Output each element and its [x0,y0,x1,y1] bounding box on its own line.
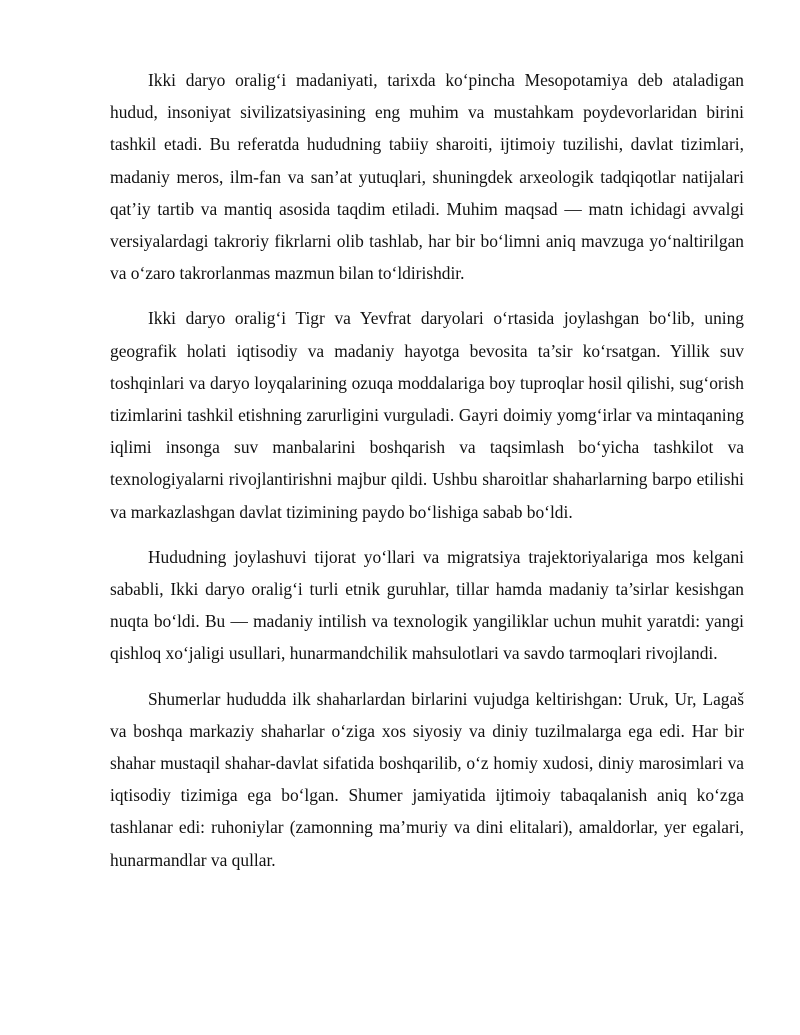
paragraph-sumerians: Shumerlar hududda ilk shaharlardan birlarini vujudga keltirishgan: Uruk, Ur, Lagaš va boshqa markaziy shaharlar o‘ziga xos siyosiy va diniy tuzilmalarga ega edi. Har bir shahar mustaqil shahar-davlat sifatida boshqarilib, o‘z homiy xudosi, diniy marosimlari va iqtisodiy tizimiga ega bo‘lgan. Shumer jamiyatida ijtimoiy tabaqalanish aniq ko‘zga tashlanar edi: ruhoniylar (zamonning ma’muriy va dini elitalari), amaldorlar, yer egalari, hunarmandlar va qullar. [110,688,744,870]
paragraph-intro: Ikki daryo oralig‘i madaniyati, tarixda ko‘pincha Mesopotamiya deb ataladigan hudud, insoniyat sivilizatsiyasining eng muhim va mustahkam poydevorlaridan birini tashkil etadi. Bu referatda hududning tabiiy sharoiti, ijtimoiy tuzilishi, davlat tizimlari, madaniy meros, ilm-fan va san’at yutuqlari, shuningdek arxeologik tadqiqotlar natijalari qat’iy tartib va mantiq asosida taqdim etiladi. Muhim maqsad — matn ichidagi avvalgi versiyalardagi takroriy fikrlarni olib tashlab, har bir bo‘limni aniq mavzuga yo‘naltirilgan va o‘zaro takrorlanmas mazmun bilan to‘ldirishdir. [110,70,744,284]
document-page [110,64,744,889]
paragraph-location: Hududning joylashuvi tijorat yo‘llari va migratsiya trajektoriyalariga mos kelgani sababli, Ikki daryo oralig‘i turli etnik guruhlar, tillar hamda madaniy ta’sirlar kesishgan nuqta bo‘ldi. Bu — madaniy intilish va texnologik yangiliklar uchun muhit yaratdi: yangi qishloq xo‘jaligi usullari, hunarmandchilik mahsulotlari va savdo tarmoqlari rivojlandi. [110,546,744,664]
paragraph-geography: Ikki daryo oralig‘i Tigr va Yevfrat daryolari o‘rtasida joylashgan bo‘lib, uning geografik holati iqtisodiy va madaniy hayotga bevosita ta’sir ko‘rsatgan. Yillik suv toshqinlari va daryo loyqalarining ozuqa moddalariga boy tuproqlar hosil qilishi, sug‘orish tizimlarini tashkil etishning zarurligini vurguladi. Gayri doimiy yomg‘irlar va mintaqaning iqlimi insonga suv manbalarini boshqarish va taqsimlash bo‘yicha tashkilot va texnologiyalarni rivojlantirishni majbur qildi. Ushbu sharoitlar shaharlarning barpo etilishi va markazlashgan davlat tizimining paydo bo‘lishiga sabab bo‘ldi. [110,308,744,522]
